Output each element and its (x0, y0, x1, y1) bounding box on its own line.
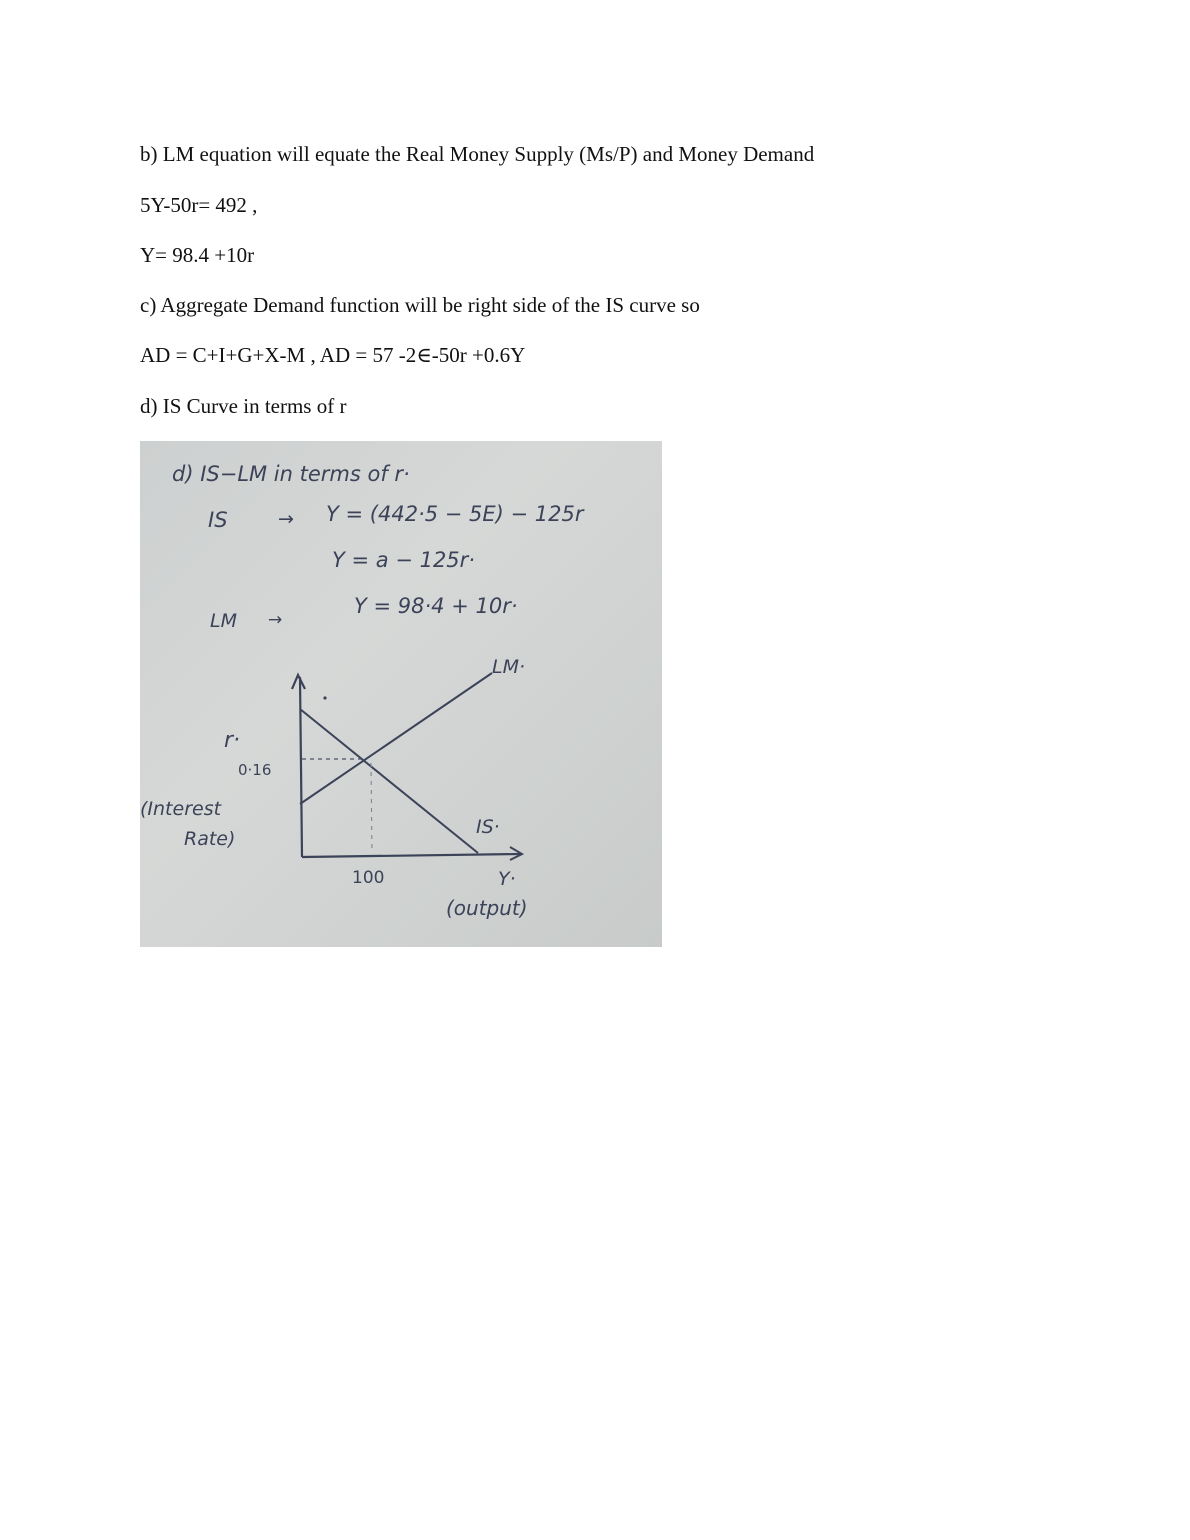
lm-equation-1: 5Y-50r= 492 , (140, 193, 258, 217)
part-b-text: b) LM equation will equate the Real Money Supply (Ms/P) and Money Demand (140, 142, 815, 166)
y-axis-arrowhead (292, 675, 305, 689)
x-axis (302, 854, 520, 857)
is-curve-label: IS· (476, 816, 500, 838)
is-equation-short: Y = a − 125r· (332, 548, 475, 572)
handwritten-photo (140, 441, 662, 947)
is-label: IS (208, 508, 228, 532)
x-axis-symbol: Y· (498, 868, 516, 890)
lm-label: LM (210, 610, 237, 632)
is-arrow: → (278, 508, 294, 530)
y-axis (300, 677, 302, 857)
part-d-text: d) IS Curve in terms of r (140, 394, 347, 418)
y-axis-symbol: r· (224, 728, 241, 753)
is-curve (300, 709, 478, 853)
photo-heading: d) IS−LM in terms of r· (172, 462, 410, 486)
part-c-text: c) Aggregate Demand function will be right side of the IS curve so (140, 293, 700, 317)
stray-dot (323, 696, 326, 699)
equilibrium-rate-label: 0·16 (238, 761, 272, 779)
y-axis-name-line-1: (Interest (140, 798, 222, 820)
lm-equation-2: Y= 98.4 +10r (140, 243, 255, 267)
y-axis-name-line-2: Rate) (184, 828, 236, 850)
equilibrium-output-label: 100 (352, 868, 385, 888)
lm-arrow: → (268, 610, 283, 630)
x-axis-name: (output) (446, 896, 528, 920)
equilibrium-output-guide (371, 763, 372, 853)
is-lm-graph (140, 656, 528, 920)
lm-equation: Y = 98·4 + 10r· (354, 594, 518, 618)
lm-curve-label: LM· (492, 656, 526, 678)
handwritten-notes (140, 441, 662, 947)
is-equation: Y = (442·5 − 5E) − 125r (326, 502, 584, 526)
lm-curve (300, 673, 492, 804)
aggregate-demand-equation: AD = C+I+G+X-M , AD = 57 -2∈-50r +0.6Y (140, 343, 526, 367)
